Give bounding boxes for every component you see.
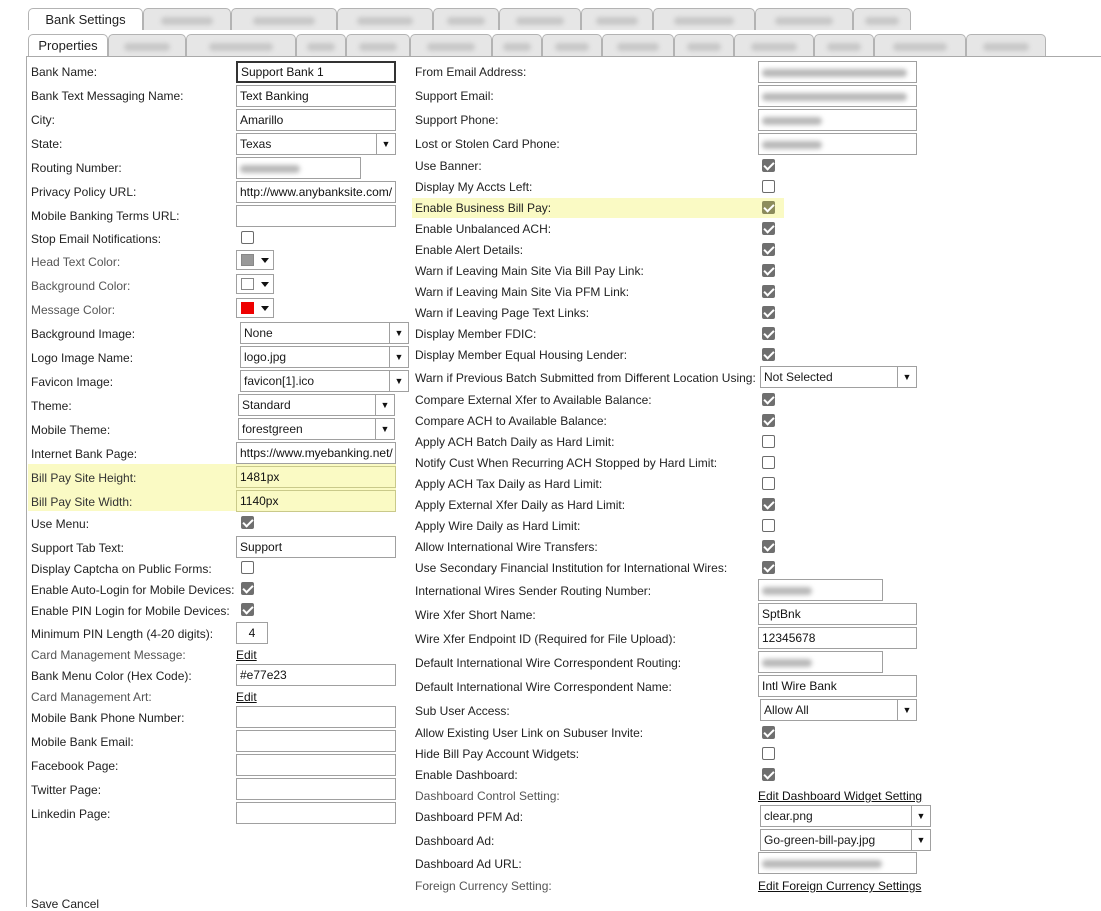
dash-pfm-select[interactable] xyxy=(760,805,931,827)
stop-email-checkbox[interactable] xyxy=(241,231,254,244)
bg-color-label: Background Color: xyxy=(31,279,131,293)
my-accts-checkbox[interactable] xyxy=(762,180,775,193)
chevron-down-icon: ▼ xyxy=(375,419,394,439)
color-swatch xyxy=(241,278,254,290)
wire-daily-checkbox[interactable] xyxy=(762,519,775,532)
chevron-down-icon: ▼ xyxy=(376,134,395,154)
state-select[interactable] xyxy=(236,133,396,155)
unbal-ach-label: Enable Unbalanced ACH: xyxy=(415,222,552,236)
msg-color-picker[interactable] xyxy=(236,298,274,318)
linkedin-label: Linkedin Page: xyxy=(31,807,111,821)
state-value: Texas xyxy=(240,137,272,151)
sub-tab-12[interactable] xyxy=(814,34,874,56)
tab-marketing[interactable] xyxy=(755,8,853,30)
hide-widgets-checkbox[interactable] xyxy=(762,747,775,760)
ext-xfer-checkbox[interactable] xyxy=(762,498,775,511)
fdic-label: Display Member FDIC: xyxy=(415,327,537,341)
ach-batch-label: Apply ACH Batch Daily as Hard Limit: xyxy=(415,435,615,449)
warn-billpay-label: Warn if Leaving Main Site Via Bill Pay Link: xyxy=(415,264,644,278)
mobile-terms-label: Mobile Banking Terms URL: xyxy=(31,209,180,223)
dash-url-input[interactable] xyxy=(758,852,917,874)
support-phone-label: Support Phone: xyxy=(415,113,499,127)
card-art-edit-link[interactable]: Edit xyxy=(236,690,257,704)
chevron-down-icon: ▼ xyxy=(897,367,916,387)
privacy-input[interactable]: http://www.anybanksite.com/ xyxy=(236,181,396,203)
dashboard-checkbox[interactable] xyxy=(762,768,775,781)
dash-ad-value: Go-green-bill-pay.jpg xyxy=(764,833,876,847)
tab-reports[interactable] xyxy=(499,8,581,30)
dash-ad-select[interactable] xyxy=(760,829,931,851)
menu-color-input[interactable]: #e77e23 xyxy=(236,664,396,686)
sub-tab-11[interactable] xyxy=(734,34,814,56)
sub-tab-10[interactable] xyxy=(674,34,734,56)
biz-billpay-label: Enable Business Bill Pay: xyxy=(415,201,552,215)
corr-routing-label: Default International Wire Correspondent Routing: xyxy=(415,656,682,670)
warn-page-checkbox[interactable] xyxy=(762,306,775,319)
corr-name-label: Default International Wire Correspondent Name: xyxy=(415,680,672,694)
tab-security[interactable] xyxy=(143,8,231,30)
tab-extra[interactable] xyxy=(853,8,911,30)
favicon-value: favicon[1].ico xyxy=(244,374,315,388)
msg-color-label: Message Color: xyxy=(31,303,116,317)
use-banner-checkbox[interactable] xyxy=(762,159,775,172)
corr-name-input[interactable]: Intl Wire Bank xyxy=(758,675,917,697)
sub-tab-bar xyxy=(0,34,1101,58)
intl-routing-label: International Wires Sender Routing Number: xyxy=(415,584,652,598)
housing-checkbox[interactable] xyxy=(762,348,775,361)
card-art-label: Card Management Art: xyxy=(31,690,152,704)
pin-login-label: Enable PIN Login for Mobile Devices: xyxy=(31,604,230,618)
secondary-fi-checkbox[interactable] xyxy=(762,561,775,574)
tab-enrollment[interactable] xyxy=(653,8,755,30)
tab-staff[interactable] xyxy=(433,8,499,30)
bank-text-input[interactable]: Text Banking xyxy=(236,85,396,107)
bank-name-input[interactable]: Support Bank 1 xyxy=(236,61,396,83)
hide-widgets-label: Hide Bill Pay Account Widgets: xyxy=(415,747,580,761)
mobile-phone-input[interactable] xyxy=(236,706,396,728)
foreign-currency-link[interactable]: Edit Foreign Currency Settings xyxy=(758,879,922,893)
bg-image-value: None xyxy=(244,326,273,340)
my-accts-label: Display My Accts Left: xyxy=(415,180,533,194)
bill-pay-height-input[interactable]: 1481px xyxy=(236,466,396,488)
dash-pfm-value: clear.png xyxy=(764,809,813,823)
sub-tab-7[interactable] xyxy=(492,34,542,56)
warn-batch-select[interactable] xyxy=(760,366,917,388)
stop-email-label: Stop Email Notifications: xyxy=(31,232,162,246)
tab-alerts[interactable] xyxy=(581,8,653,30)
dashboard-label: Enable Dashboard: xyxy=(415,768,518,782)
dropdown-arrow-icon xyxy=(261,282,269,287)
head-text-color-label: Head Text Color: xyxy=(31,255,121,269)
color-swatch xyxy=(241,302,254,314)
sub-tab-13[interactable] xyxy=(874,34,966,56)
sub-tab-9[interactable] xyxy=(602,34,674,56)
warn-pfm-checkbox[interactable] xyxy=(762,285,775,298)
bank-name-label: Bank Name: xyxy=(31,65,98,79)
secondary-fi-label: Use Secondary Financial Institution for International Wires: xyxy=(415,561,728,575)
fdic-checkbox[interactable] xyxy=(762,327,775,340)
corr-routing-input[interactable] xyxy=(758,651,883,673)
bank-text-label: Bank Text Messaging Name: xyxy=(31,89,184,103)
theme-value: Standard xyxy=(242,398,291,412)
menu-color-label: Bank Menu Color (Hex Code): xyxy=(31,669,192,683)
min-pin-input[interactable]: 4 xyxy=(236,622,268,644)
dash-pfm-label: Dashboard PFM Ad: xyxy=(415,810,524,824)
chevron-down-icon: ▼ xyxy=(911,830,930,850)
pin-login-checkbox[interactable] xyxy=(241,603,254,616)
sub-tab-6[interactable] xyxy=(410,34,492,56)
warn-batch-label: Warn if Previous Batch Submitted from Different Location Using: xyxy=(415,371,756,385)
ach-tax-label: Apply ACH Tax Daily as Hard Limit: xyxy=(415,477,603,491)
privacy-label: Privacy Policy URL: xyxy=(31,185,137,199)
lost-card-label: Lost or Stolen Card Phone: xyxy=(415,137,560,151)
support-tab-input[interactable]: Support xyxy=(236,536,396,558)
mobile-email-label: Mobile Bank Email: xyxy=(31,735,134,749)
support-phone-input[interactable] xyxy=(758,109,917,131)
sub-user-select[interactable] xyxy=(760,699,917,721)
captcha-checkbox[interactable] xyxy=(241,561,254,574)
favicon-label: Favicon Image: xyxy=(31,375,114,389)
notify-label: Notify Cust When Recurring ACH Stopped by Hard Limit: xyxy=(415,456,718,470)
wire-endpoint-input[interactable]: 12345678 xyxy=(758,627,917,649)
dash-control-label: Dashboard Control Setting: xyxy=(415,789,560,803)
from-email-input[interactable] xyxy=(758,61,917,83)
routing-label: Routing Number: xyxy=(31,161,122,175)
internet-bank-label: Internet Bank Page: xyxy=(31,447,138,461)
warn-billpay-checkbox[interactable] xyxy=(762,264,775,277)
dash-ad-label: Dashboard Ad: xyxy=(415,834,495,848)
mobile-theme-label: Mobile Theme: xyxy=(31,423,111,437)
bg-color-picker[interactable] xyxy=(236,274,274,294)
ach-tax-checkbox[interactable] xyxy=(762,477,775,490)
favicon-select[interactable] xyxy=(240,370,409,392)
theme-select[interactable] xyxy=(238,394,395,416)
bill-pay-width-label: Bill Pay Site Width: xyxy=(31,495,133,509)
dash-url-label: Dashboard Ad URL: xyxy=(415,857,522,871)
sub-tab-4[interactable] xyxy=(296,34,346,56)
top-tab-bar xyxy=(0,8,1101,32)
theme-label: Theme: xyxy=(31,399,72,413)
sub-tab-2[interactable] xyxy=(108,34,186,56)
dropdown-arrow-icon xyxy=(261,258,269,263)
tab-transactions[interactable] xyxy=(231,8,337,30)
cmp-ach-checkbox[interactable] xyxy=(762,414,775,427)
use-banner-label: Use Banner: xyxy=(415,159,482,173)
auto-login-checkbox[interactable] xyxy=(241,582,254,595)
foreign-currency-label: Foreign Currency Setting: xyxy=(415,879,552,893)
logo-value: logo.jpg xyxy=(244,350,287,364)
unbal-ach-checkbox[interactable] xyxy=(762,222,775,235)
use-menu-label: Use Menu: xyxy=(31,517,90,531)
sub-user-label: Sub User Access: xyxy=(415,704,510,718)
sub-user-value: Allow All xyxy=(764,703,809,717)
dash-widget-setting-link[interactable]: Edit Dashboard Widget Setting xyxy=(758,789,923,803)
ext-xfer-label: Apply External Xfer Daily as Hard Limit: xyxy=(415,498,626,512)
mobile-theme-value: forestgreen xyxy=(242,422,303,436)
wire-short-input[interactable]: SptBnk xyxy=(758,603,917,625)
mobile-email-input[interactable] xyxy=(236,730,396,752)
auto-login-label: Enable Auto-Login for Mobile Devices: xyxy=(31,583,235,597)
support-tab-label: Support Tab Text: xyxy=(31,541,124,555)
from-email-label: From Email Address: xyxy=(415,65,527,79)
wire-endpoint-label: Wire Xfer Endpoint ID (Required for File Upload): xyxy=(415,632,676,646)
biz-billpay-checkbox[interactable] xyxy=(762,201,775,214)
cmp-xfer-checkbox[interactable] xyxy=(762,393,775,406)
warn-pfm-label: Warn if Leaving Main Site Via PFM Link: xyxy=(415,285,630,299)
intl-wire-label: Allow International Wire Transfers: xyxy=(415,540,598,554)
wire-daily-label: Apply Wire Daily as Hard Limit: xyxy=(415,519,581,533)
ach-batch-checkbox[interactable] xyxy=(762,435,775,448)
internet-bank-input[interactable]: https://www.myebanking.net/ xyxy=(236,442,396,464)
warn-page-label: Warn if Leaving Page Text Links: xyxy=(415,306,590,320)
existing-user-checkbox[interactable] xyxy=(762,726,775,739)
bill-pay-width-input[interactable]: 1140px xyxy=(236,490,396,512)
color-swatch xyxy=(241,254,254,266)
min-pin-label: Minimum PIN Length (4-20 digits): xyxy=(31,627,214,641)
sub-tab-14[interactable] xyxy=(966,34,1046,56)
use-menu-checkbox[interactable] xyxy=(241,516,254,529)
city-label: City: xyxy=(31,113,55,127)
chevron-down-icon: ▼ xyxy=(389,323,408,343)
chevron-down-icon: ▼ xyxy=(389,347,408,367)
facebook-label: Facebook Page: xyxy=(31,759,119,773)
tab-bank-settings[interactable]: Bank Settings xyxy=(28,8,143,30)
chevron-down-icon: ▼ xyxy=(897,700,916,720)
card-msg-label: Card Management Message: xyxy=(31,648,186,662)
logo-label: Logo Image Name: xyxy=(31,351,134,365)
state-label: State: xyxy=(31,137,63,151)
bg-image-label: Background Image: xyxy=(31,327,136,341)
tab-properties[interactable]: Properties xyxy=(28,34,108,56)
bg-image-select[interactable] xyxy=(240,322,409,344)
mobile-terms-input[interactable] xyxy=(236,205,396,227)
twitter-label: Twitter Page: xyxy=(31,783,102,797)
city-input[interactable]: Amarillo xyxy=(236,109,396,131)
cmp-xfer-label: Compare External Xfer to Available Balance: xyxy=(415,393,652,407)
notify-checkbox[interactable] xyxy=(762,456,775,469)
dropdown-arrow-icon xyxy=(261,306,269,311)
mobile-theme-select[interactable] xyxy=(238,418,395,440)
support-email-label: Support Email: xyxy=(415,89,494,103)
mobile-phone-label: Mobile Bank Phone Number: xyxy=(31,711,185,725)
existing-user-label: Allow Existing User Link on Subuser Invite: xyxy=(415,726,644,740)
linkedin-input[interactable] xyxy=(236,802,396,824)
routing-input[interactable] xyxy=(236,157,361,179)
intl-wire-checkbox[interactable] xyxy=(762,540,775,553)
alert-details-checkbox[interactable] xyxy=(762,243,775,256)
alert-details-label: Enable Alert Details: xyxy=(415,243,524,257)
facebook-input[interactable] xyxy=(236,754,396,776)
captcha-label: Display Captcha on Public Forms: xyxy=(31,562,212,576)
head-text-color-picker[interactable] xyxy=(236,250,274,270)
sub-tab-3[interactable] xyxy=(186,34,296,56)
chevron-down-icon: ▼ xyxy=(389,371,408,391)
lost-card-input[interactable] xyxy=(758,133,917,155)
chevron-down-icon: ▼ xyxy=(911,806,930,826)
bill-pay-height-label: Bill Pay Site Height: xyxy=(31,471,137,485)
support-email-input[interactable] xyxy=(758,85,917,107)
logo-select[interactable] xyxy=(240,346,409,368)
warn-batch-value: Not Selected xyxy=(764,370,833,384)
intl-routing-input[interactable] xyxy=(758,579,883,601)
save-cancel-footer[interactable]: Save Cancel xyxy=(31,897,100,911)
sub-tab-5[interactable] xyxy=(346,34,410,56)
sub-tab-8[interactable] xyxy=(542,34,602,56)
wire-short-label: Wire Xfer Short Name: xyxy=(415,608,536,622)
housing-label: Display Member Equal Housing Lender: xyxy=(415,348,628,362)
cmp-ach-label: Compare ACH to Available Balance: xyxy=(415,414,607,428)
tab-messages[interactable] xyxy=(337,8,433,30)
card-msg-edit-link[interactable]: Edit xyxy=(236,648,257,662)
chevron-down-icon: ▼ xyxy=(375,395,394,415)
twitter-input[interactable] xyxy=(236,778,396,800)
